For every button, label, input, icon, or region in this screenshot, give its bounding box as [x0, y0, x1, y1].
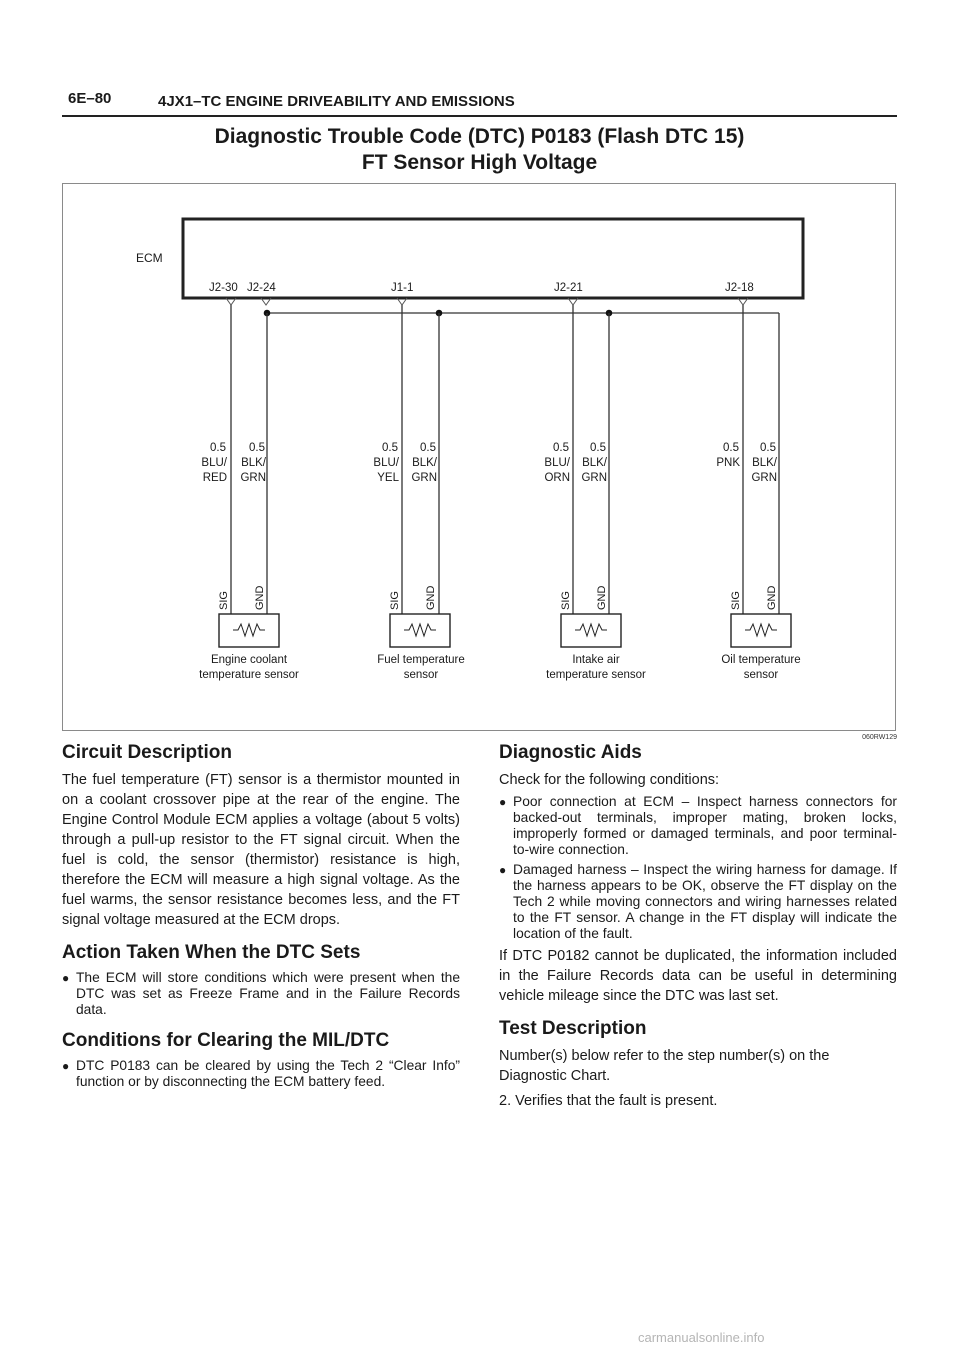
sensor-name-2-line-2: sensor — [403, 669, 439, 681]
terminal-label-s1-gnd: GND — [254, 585, 266, 610]
pin-label-j1-1: J1-1 — [391, 282, 414, 294]
sensor-name-3-line-2: temperature sensor — [546, 669, 646, 681]
wire-label-s3-gnd-size: 0.5 — [590, 442, 606, 454]
diagnostic-aids-heading: Diagnostic Aids — [499, 742, 642, 763]
action-taken-heading: Action Taken When the DTC Sets — [62, 942, 361, 963]
sensor-name-4-line-1: Oil temperature — [721, 654, 801, 666]
pin-label-j2-24: J2-24 — [247, 282, 276, 294]
list-item: ● Damaged harness – Inspect the wiring harness for damage. If the harness appears to be OK, observe the FT display on the Tech 2 while moving connectors and wiring harnesses related to the FT sensor. A change in the FT display will indicate the location of the fault. — [499, 862, 897, 941]
wire-label-s3-gnd-color1: BLK/ — [582, 457, 607, 469]
wire-label-s4-gnd-color1: BLK/ — [752, 457, 777, 469]
signal-wires — [231, 305, 743, 614]
bullet-icon: ● — [499, 863, 507, 877]
circuit-description-heading: Circuit Description — [62, 742, 232, 763]
wire-label-s1-sig-color1: BLU/ — [201, 457, 227, 469]
header-rule — [62, 115, 897, 117]
action-taken-list — [62, 970, 460, 1018]
pin-label-j2-21: J2-21 — [554, 282, 583, 294]
conditions-clearing-list — [62, 1058, 460, 1090]
wire-label-s4-sig-color1: PNK — [716, 457, 740, 469]
test-description-step-2: 2. Verifies that the fault is present. — [499, 1093, 718, 1109]
terminal-label-s1-sig: SIG — [218, 591, 230, 610]
wire-label-s1-gnd-color1: BLK/ — [241, 457, 266, 469]
wire-label-s3-sig-color2: ORN — [544, 472, 570, 484]
page-title-line-1: Diagnostic Trouble Code (DTC) P0183 (Flash DTC 15) — [214, 125, 745, 148]
page-title-line-2: FT Sensor High Voltage — [361, 151, 598, 174]
diagnostic-aids-list — [499, 794, 897, 942]
sensor-box-3 — [561, 614, 621, 647]
sensor-name-4-line-2: sensor — [743, 669, 779, 681]
bullet-icon: ● — [62, 971, 70, 985]
right-column — [499, 742, 897, 1116]
wire-label-s1-sig-size: 0.5 — [210, 442, 226, 454]
list-item: ● Poor connection at ECM – Inspect harness connectors for backed-out terminals, improper mating, broken locks, improperly formed or damaged terminals, and poor terminal-to-wire connection. — [499, 794, 897, 857]
sensor-name-1-line-2: temperature sensor — [199, 669, 299, 681]
wire-label-s1-sig-color2: RED — [202, 472, 227, 484]
sensor-box-1 — [219, 614, 279, 647]
section-title: 4JX1–TC ENGINE DRIVEABILITY AND EMISSIONS — [158, 93, 515, 110]
list-item: ● The ECM will store conditions which were present when the DTC was set as Freeze Frame and in the Failure Records data. — [62, 970, 460, 1017]
diagnostic-aids-followup: If DTC P0182 cannot be duplicated, the information included in the Failure Records data can be useful in determining vehicle mileage since the DTC was last set. — [499, 948, 897, 1004]
wiring-diagram-svg — [63, 184, 897, 732]
wire-label-s2-gnd-size: 0.5 — [420, 442, 436, 454]
ecm-label: ECM — [136, 251, 163, 265]
sensor-box-2 — [390, 614, 450, 647]
bullet-icon: ● — [62, 1059, 70, 1073]
terminal-label-s4-sig: SIG — [730, 591, 742, 610]
bullet-icon: ● — [499, 795, 507, 809]
list-item: ● DTC P0183 can be cleared by using the Tech 2 “Clear Info” function or by disconnecting the ECM battery feed. — [62, 1058, 460, 1089]
terminal-label-s2-gnd: GND — [425, 585, 437, 610]
wire-label-s3-sig-color1: BLU/ — [544, 457, 570, 469]
sensor-box-4 — [731, 614, 791, 647]
terminal-label-s3-gnd: GND — [596, 585, 608, 610]
wire-label-s2-gnd-color1: BLK/ — [412, 457, 437, 469]
figure-id: 060RW129 — [862, 734, 897, 741]
wire-label-s1-gnd-size: 0.5 — [249, 442, 265, 454]
wire-label-s2-gnd-color2: GRN — [411, 472, 437, 484]
ecm-box — [183, 219, 803, 298]
wire-label-s3-sig-size: 0.5 — [553, 442, 569, 454]
wiring-diagram — [62, 183, 896, 731]
sensor-name-2-line-1: Fuel temperature — [377, 654, 465, 666]
test-description-intro: Number(s) below refer to the step number(s) on the Diagnostic Chart. — [499, 1048, 830, 1084]
wire-label-s4-gnd-size: 0.5 — [760, 442, 776, 454]
wire-label-s2-sig-size: 0.5 — [382, 442, 398, 454]
wire-label-s1-gnd-color2: GRN — [240, 472, 266, 484]
ground-wires — [267, 313, 779, 614]
circuit-description-body: The fuel temperature (FT) sensor is a thermistor mounted in on a coolant crossover pipe at the rear of the engine. The Engine Control Module ECM applies a voltage (about 5 volts) through a pull-up resistor to the FT signal circuit. When the fuel is cold, the sensor (thermistor) resistance is high, therefore the ECM will measure a high signal voltage. As the fuel warms, the sensor resistance becomes less, and the FT signal voltage measured at the ECM drops. — [62, 772, 460, 928]
terminal-label-s4-gnd: GND — [766, 585, 778, 610]
footer-watermark: carmanualsonline.info — [638, 1330, 765, 1345]
terminal-label-s2-sig: SIG — [389, 591, 401, 610]
pin-label-j2-30: J2-30 — [209, 282, 238, 294]
sensor-name-1-line-1: Engine coolant — [210, 654, 288, 666]
terminal-label-s3-sig: SIG — [560, 591, 572, 610]
pin-label-j2-18: J2-18 — [725, 282, 754, 294]
left-column — [62, 742, 460, 1094]
sensor-name-3-line-1: Intake air — [572, 654, 620, 666]
diagnostic-aids-intro: Check for the following conditions: — [499, 772, 720, 788]
wire-label-s2-sig-color1: BLU/ — [373, 457, 399, 469]
wire-label-s4-gnd-color2: GRN — [751, 472, 777, 484]
wire-label-s3-gnd-color2: GRN — [581, 472, 607, 484]
wire-label-s2-sig-color2: YEL — [377, 472, 399, 484]
test-description-heading: Test Description — [499, 1018, 647, 1039]
page-number: 6E–80 — [68, 90, 112, 107]
wire-label-s4-sig-size: 0.5 — [723, 442, 739, 454]
conditions-clearing-heading: Conditions for Clearing the MIL/DTC — [62, 1030, 390, 1051]
